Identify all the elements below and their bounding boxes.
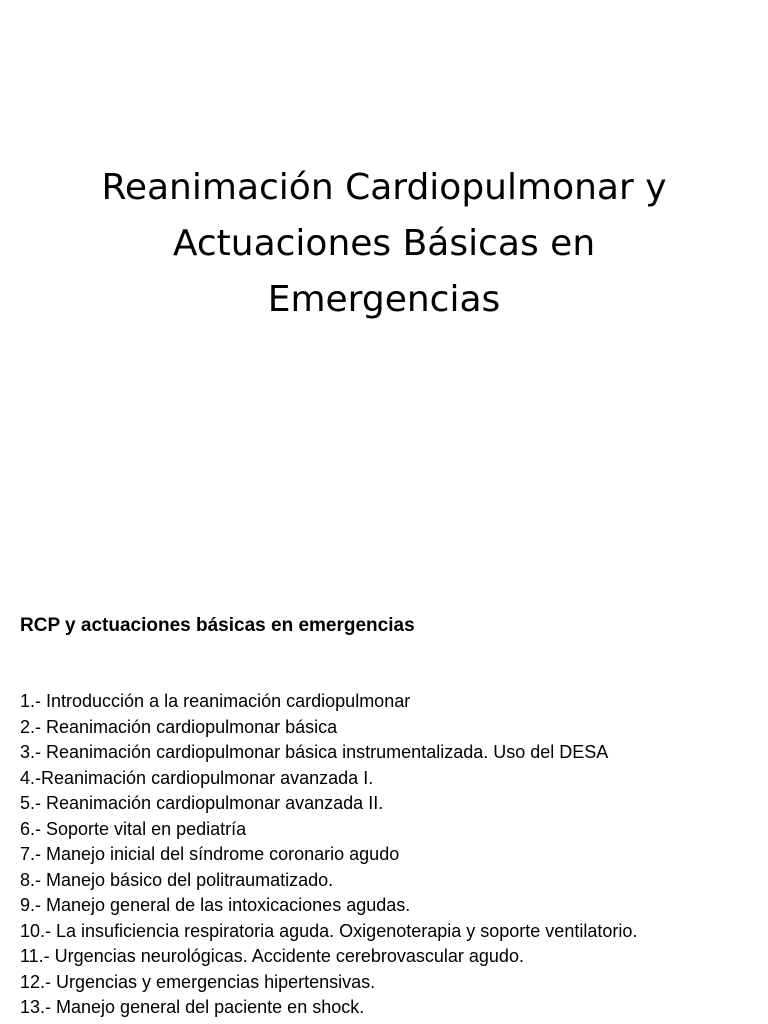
title-line: Emergencias bbox=[267, 279, 501, 320]
list-item: 12.- Urgencias y emergencias hipertensivas. bbox=[20, 971, 376, 992]
list-item: 11.- Urgencias neurológicas. Accidente cerebrovascular agudo. bbox=[20, 946, 524, 966]
list-item: 4.-Reanimación cardiopulmonar avanzada I. bbox=[20, 767, 374, 788]
page-title bbox=[40, 160, 728, 328]
list-item: 7.- Manejo inicial del síndrome coronario agudo bbox=[20, 844, 400, 864]
section-heading: RCP y actuaciones básicas en emergencias bbox=[20, 615, 415, 636]
list-item: 1.- Introducción a la reanimación cardiopulmonar bbox=[20, 691, 411, 711]
title-line: Reanimación Cardiopulmonar y bbox=[101, 167, 667, 208]
list-item: 9.- Manejo general de las intoxicaciones agudas. bbox=[20, 895, 411, 915]
list-item: 8.- Manejo básico del politraumatizado. bbox=[20, 869, 334, 890]
list-item: 5.- Reanimación cardiopulmonar avanzada II. bbox=[20, 793, 384, 813]
list-item: 13.- Manejo general del paciente en shock. bbox=[20, 997, 365, 1017]
list-item: 3.- Reanimación cardiopulmonar básica instrumentalizada. Uso del DESA bbox=[20, 742, 609, 762]
list-item: 10.- La insuficiencia respiratoria aguda. Oxigenoterapia y soporte ventilatorio. bbox=[20, 920, 638, 941]
topic-list bbox=[20, 689, 637, 1021]
title-line: Actuaciones Básicas en bbox=[172, 223, 596, 264]
list-item: 2.- Reanimación cardiopulmonar básica bbox=[20, 716, 338, 737]
list-item: 6.- Soporte vital en pediatría bbox=[20, 818, 247, 839]
